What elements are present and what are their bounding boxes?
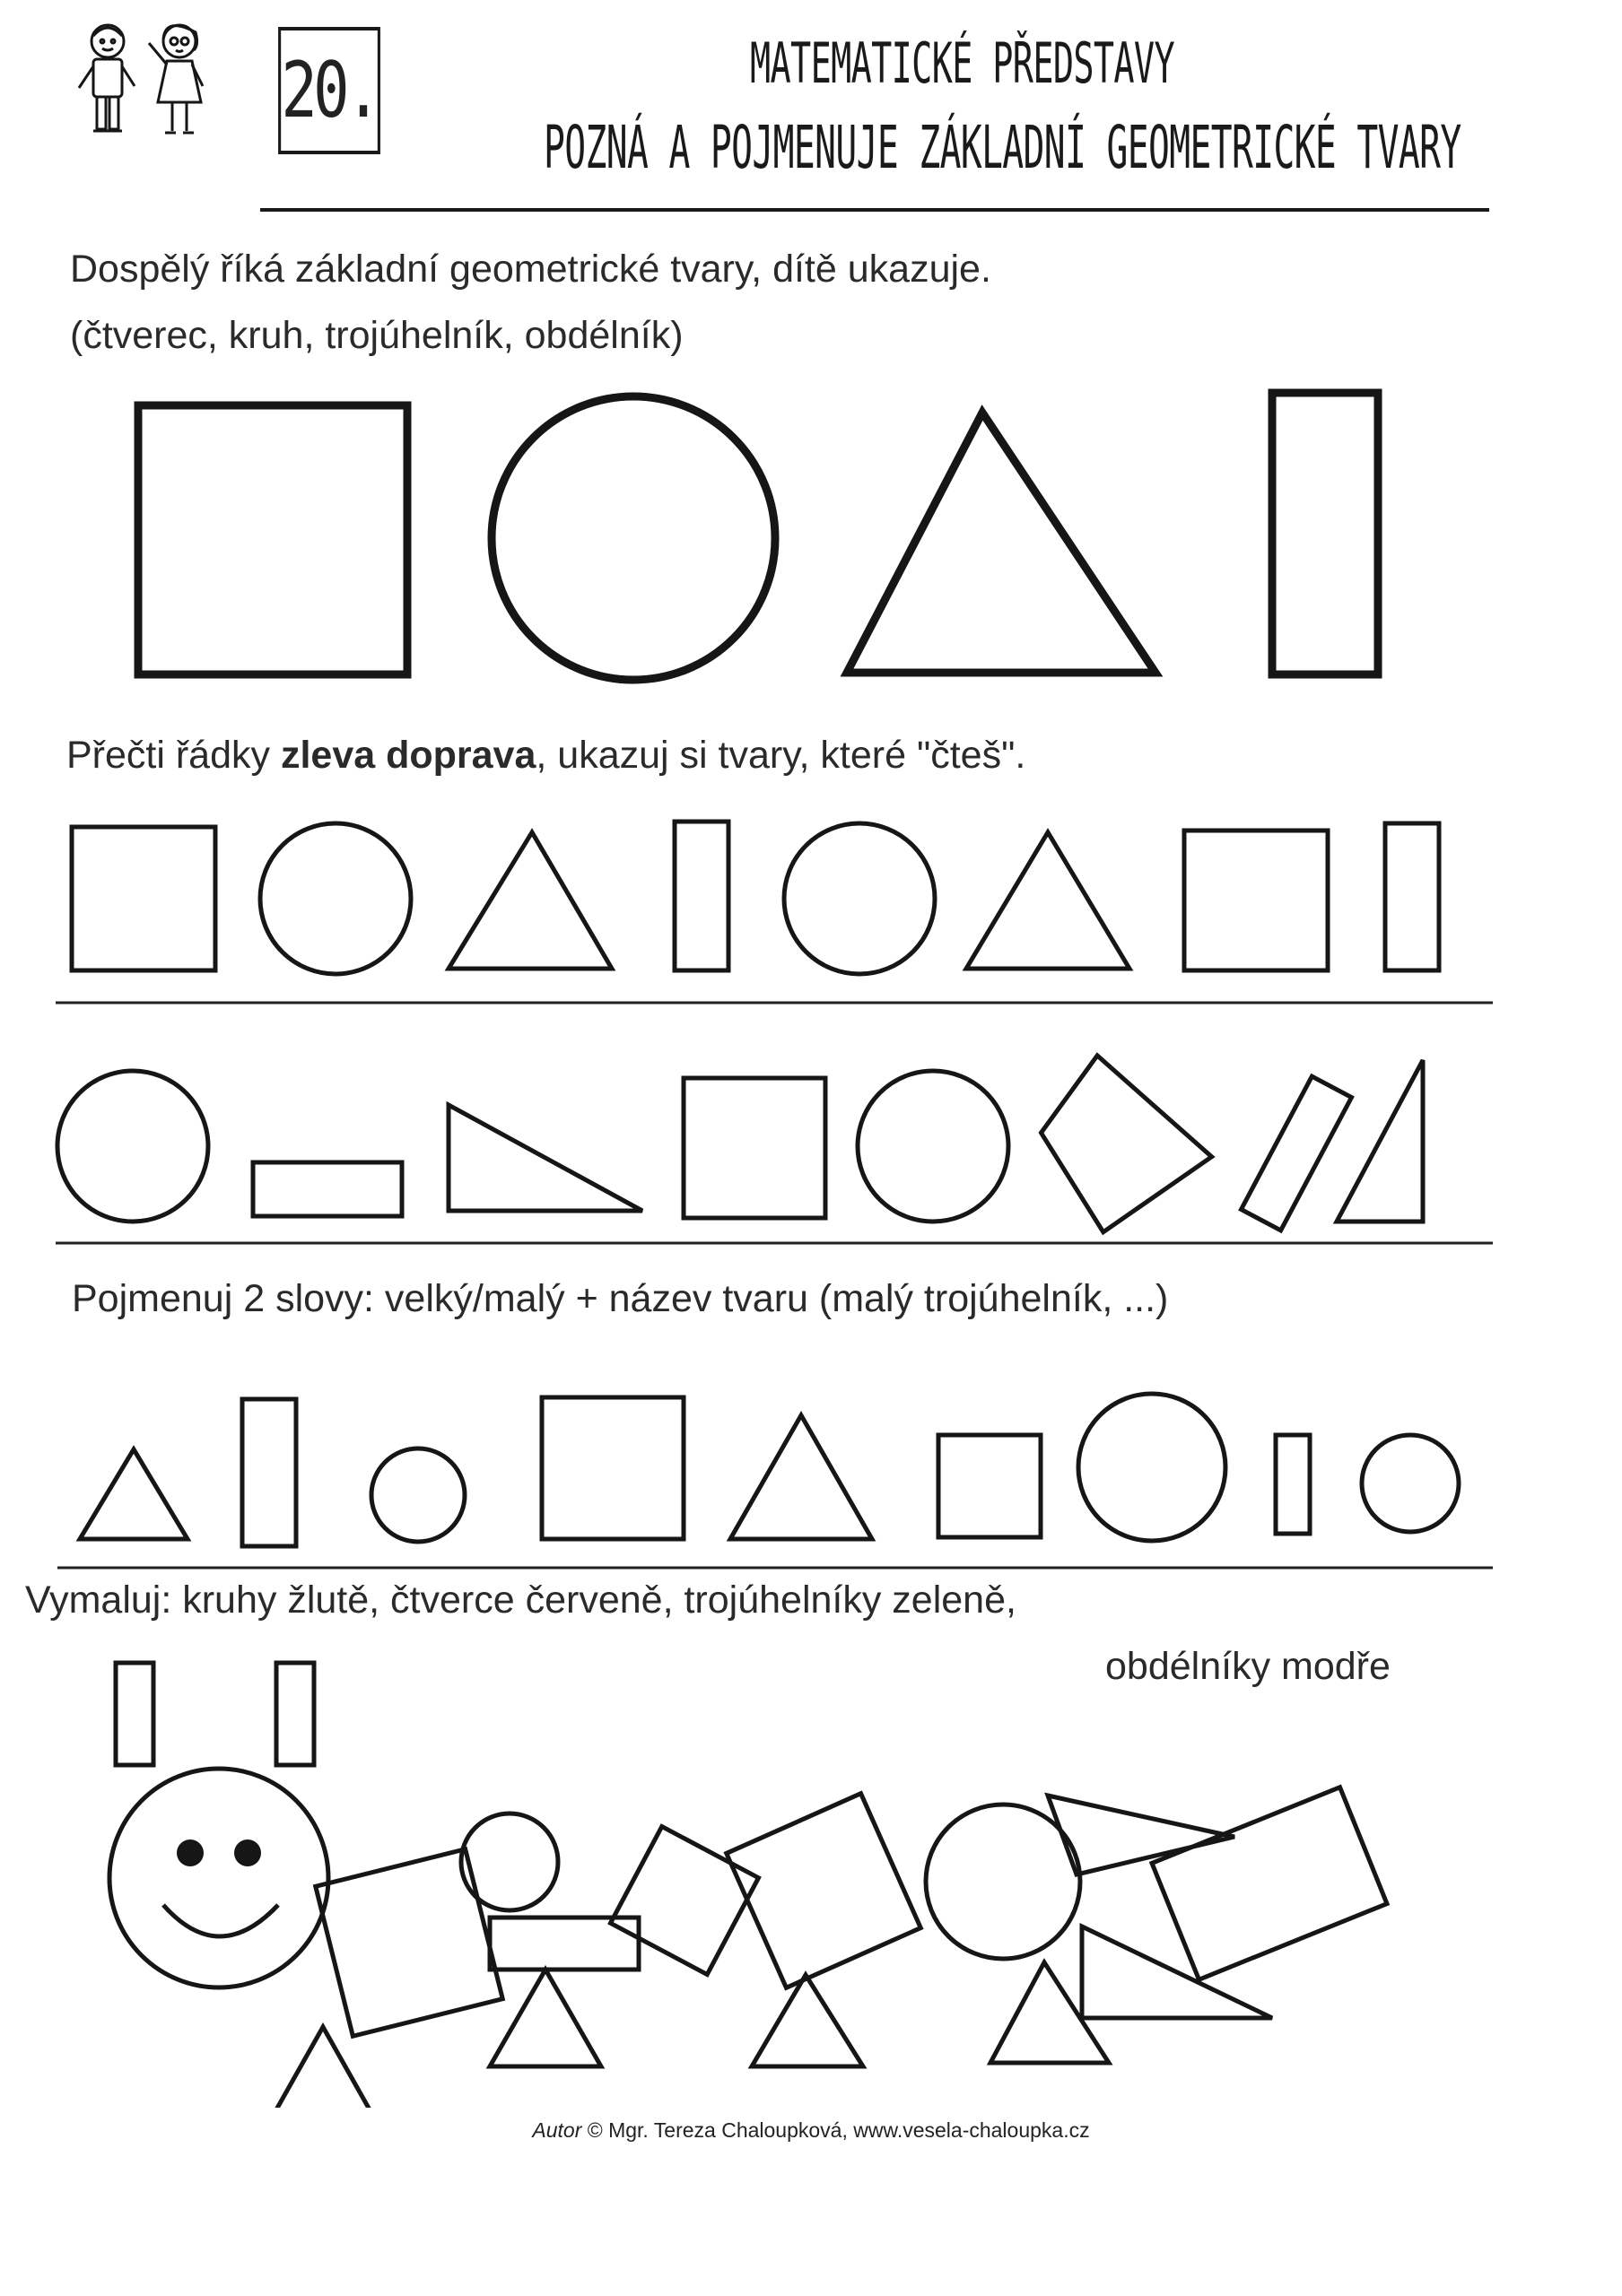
row2-square (684, 1078, 825, 1218)
row2-circle (57, 1071, 208, 1222)
body-square (316, 1849, 503, 2037)
section4-instruction: Vymaluj: kruhy žlutě, čtverce červeně, trojúhelníky zeleně, (25, 1578, 1016, 1622)
eye-icon (234, 1839, 261, 1866)
section3-shapes (0, 1372, 1622, 1578)
eye-icon (177, 1839, 204, 1866)
row1-circle (784, 823, 935, 974)
children-illustration-icon (54, 13, 233, 156)
section2-instruction: Přečti řádky zleva doprava, ukazuj si tvary, které "čteš". (66, 734, 1026, 777)
section1-shapes (0, 377, 1622, 700)
section1-instruction: Dospělý říká základní geometrické tvary, dítě ukazuje. (70, 248, 991, 291)
row2-tilted-rectangle (1241, 1076, 1351, 1231)
head-circle (109, 1769, 328, 1987)
small-circle (1362, 1435, 1459, 1532)
large-square (542, 1397, 684, 1539)
tall-rectangle (1272, 393, 1378, 674)
worksheet-title: MATEMATICKÉ PŘEDSTAVY (750, 30, 1174, 96)
leg-triangle (490, 1970, 601, 2066)
small-rectangle (1276, 1435, 1310, 1534)
body-circle (461, 1813, 558, 1910)
row1-rectangle (1385, 823, 1439, 970)
leg-triangle (990, 1962, 1109, 2063)
worksheet-number: 20. (278, 27, 380, 154)
large-rectangle (242, 1399, 296, 1546)
row1-triangle (966, 832, 1129, 969)
worksheet-subtitle: POZNÁ A POJMENUJE ZÁKLADNÍ GEOMETRICKÉ TVARY (544, 113, 1461, 182)
row2-diamond (1029, 1049, 1224, 1246)
row2-circle (858, 1071, 1008, 1222)
section2-shapes (0, 807, 1622, 1256)
small-circle (371, 1448, 465, 1542)
smile-icon (163, 1905, 278, 1936)
row1-rectangle (675, 822, 728, 970)
leg-triangle (752, 1975, 863, 2066)
large-triangle (730, 1415, 872, 1539)
section4-instruction-cont: obdélníky modře (1105, 1645, 1391, 1688)
body-circle (926, 1805, 1080, 1959)
row1-square (1184, 831, 1328, 970)
large-circle (492, 396, 775, 680)
small-square (938, 1435, 1041, 1537)
antenna-rectangle (276, 1663, 314, 1765)
small-triangle (80, 1449, 187, 1539)
footer-credit: Autor © Mgr. Tereza Chaloupková, www.vesela-chaloupka.cz (532, 2118, 1090, 2142)
section3-instruction: Pojmenuj 2 slovy: velký/malý + název tvaru (malý trojúhelník, ...) (72, 1277, 1169, 1320)
leg-triangle (267, 2027, 379, 2108)
body-rectangle (1152, 1787, 1387, 1979)
body-square (727, 1794, 921, 1988)
row1-circle (260, 823, 411, 974)
header-divider (260, 208, 1489, 212)
row2-right-triangle (449, 1105, 642, 1211)
large-circle (1078, 1394, 1225, 1541)
large-square (138, 405, 407, 674)
row1-triangle (449, 832, 612, 969)
antenna-rectangle (116, 1663, 153, 1765)
row1-square (72, 827, 215, 970)
caterpillar-picture (0, 1641, 1622, 2108)
large-triangle (847, 413, 1155, 673)
section1-shape-list: (čtverec, kruh, trojúhelník, obdélník) (70, 314, 684, 357)
body-right-triangle (1082, 1926, 1272, 2018)
row2-right-triangle (1337, 1060, 1423, 1222)
row2-rectangle (253, 1162, 402, 1216)
